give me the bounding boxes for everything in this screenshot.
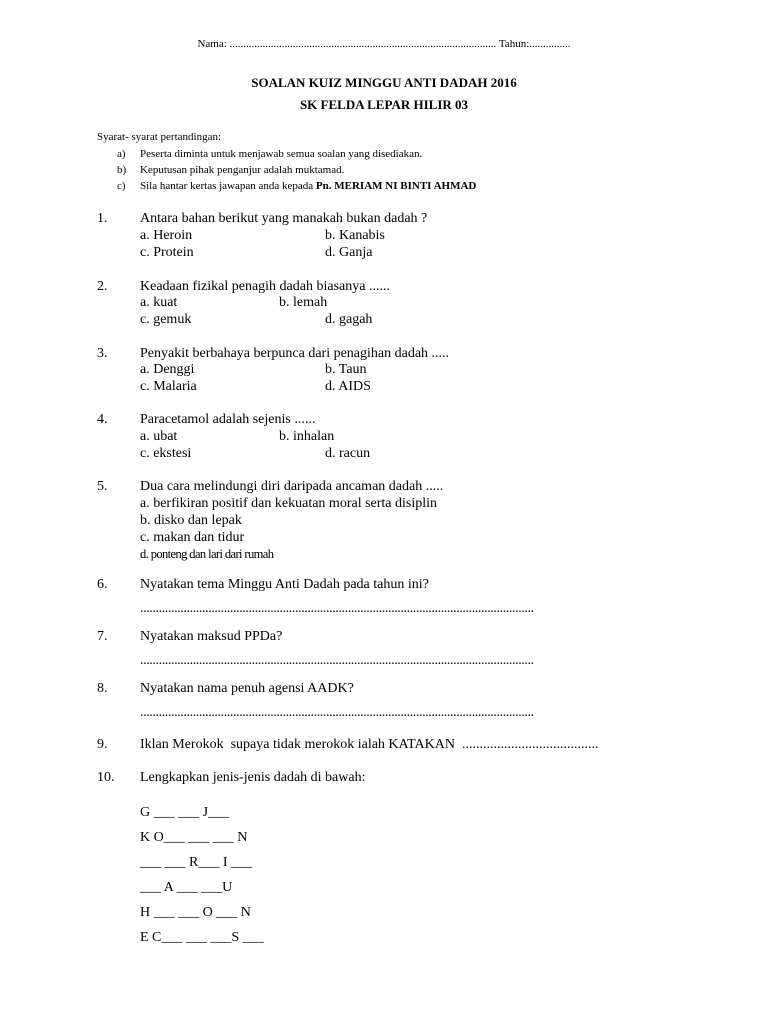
option: c. Protein xyxy=(140,245,194,260)
question-text: Nyatakan tema Minggu Anti Dadah pada tahun ini? xyxy=(140,577,429,592)
teacher-name: Pn. MERIAM NI BINTI AHMAD xyxy=(315,180,477,192)
option: d. racun xyxy=(325,446,371,461)
question-text: Antara bahan berikut yang manakah bukan dadah ? xyxy=(140,211,428,226)
name-year-line: Nama: ................................................................................................. Tahun:............... xyxy=(197,38,571,50)
option: c. gemuk xyxy=(140,312,192,327)
question-number: 1. xyxy=(97,211,108,226)
page-subtitle: SK FELDA LEPAR HILIR 03 xyxy=(299,97,469,112)
condition-marker: c) xyxy=(117,180,126,192)
condition-marker: b) xyxy=(117,164,127,176)
puzzle-line: ___ ___ R___ I ___ xyxy=(140,855,252,870)
option: d. gagah xyxy=(325,312,373,327)
puzzle-line: E C___ ___ ___S ___ xyxy=(140,930,264,945)
option: d. Ganja xyxy=(325,245,373,260)
option: b. disko dan lepak xyxy=(140,513,242,528)
condition-text: Peserta diminta untuk menjawab semua soalan yang disediakan. xyxy=(140,148,423,160)
condition-marker: a) xyxy=(117,148,126,160)
answer-line: ............................................................................................................................... xyxy=(140,705,534,720)
option: c. Malaria xyxy=(140,379,197,394)
question-text: Keadaan fizikal penagih dadah biasanya ...... xyxy=(140,279,390,294)
question-text: Nyatakan maksud PPDa? xyxy=(140,629,283,644)
option: b. Kanabis xyxy=(325,228,385,243)
option: b. lemah xyxy=(279,295,328,310)
question-number: 6. xyxy=(97,577,108,592)
condition-text xyxy=(140,180,476,192)
option: a. Denggi xyxy=(140,362,195,377)
question-number: 3. xyxy=(97,346,108,361)
condition-text: Keputusan pihak penganjur adalah muktamad. xyxy=(140,164,345,176)
option: a. berfikiran positif dan kekuatan moral serta disiplin xyxy=(140,496,438,511)
question-text: Penyakit berbahaya berpunca dari penagihan dadah ..... xyxy=(140,346,450,361)
puzzle-line: G ___ ___ J___ xyxy=(140,805,230,820)
question-number: 5. xyxy=(97,479,108,494)
option: d. AIDS xyxy=(325,379,371,394)
page-title: SOALAN KUIZ MINGGU ANTI DADAH 2016 xyxy=(251,75,517,90)
option: a. ubat xyxy=(140,429,178,444)
condition-text-plain: Sila hantar kertas jawapan anda kepada xyxy=(140,180,316,192)
option: a. Heroin xyxy=(140,228,193,243)
option: d. ponteng dan lari dari rumah xyxy=(140,547,274,561)
question-text: Lengkapkan jenis-jenis dadah di bawah: xyxy=(140,770,366,785)
question-number: 8. xyxy=(97,681,108,696)
question-text: Iklan Merokok supaya tidak merokok ialah KATAKAN ....................................... xyxy=(140,737,599,752)
puzzle-line: K O___ ___ ___ N xyxy=(140,830,248,845)
question-number: 9. xyxy=(97,737,108,752)
question-text: Dua cara melindungi diri daripada ancaman dadah ..... xyxy=(140,479,444,494)
option: c. ekstesi xyxy=(140,446,192,461)
option: a. kuat xyxy=(140,295,178,310)
answer-line: ............................................................................................................................... xyxy=(140,601,534,616)
puzzle-line: H ___ ___ O ___ N xyxy=(140,905,251,920)
option: c. makan dan tidur xyxy=(140,530,245,545)
question-number: 10. xyxy=(97,770,115,785)
question-number: 7. xyxy=(97,629,108,644)
conditions-heading: Syarat- syarat pertandingan: xyxy=(97,131,222,143)
option: b. inhalan xyxy=(279,429,335,444)
question-text: Paracetamol adalah sejenis ...... xyxy=(140,412,316,427)
answer-line: ............................................................................................................................... xyxy=(140,653,534,668)
puzzle-line: ___ A ___ ___U xyxy=(140,880,233,895)
question-text: Nyatakan nama penuh agensi AADK? xyxy=(140,681,354,696)
question-number: 2. xyxy=(97,279,108,294)
option: b. Taun xyxy=(325,362,367,377)
question-number: 4. xyxy=(97,412,108,427)
